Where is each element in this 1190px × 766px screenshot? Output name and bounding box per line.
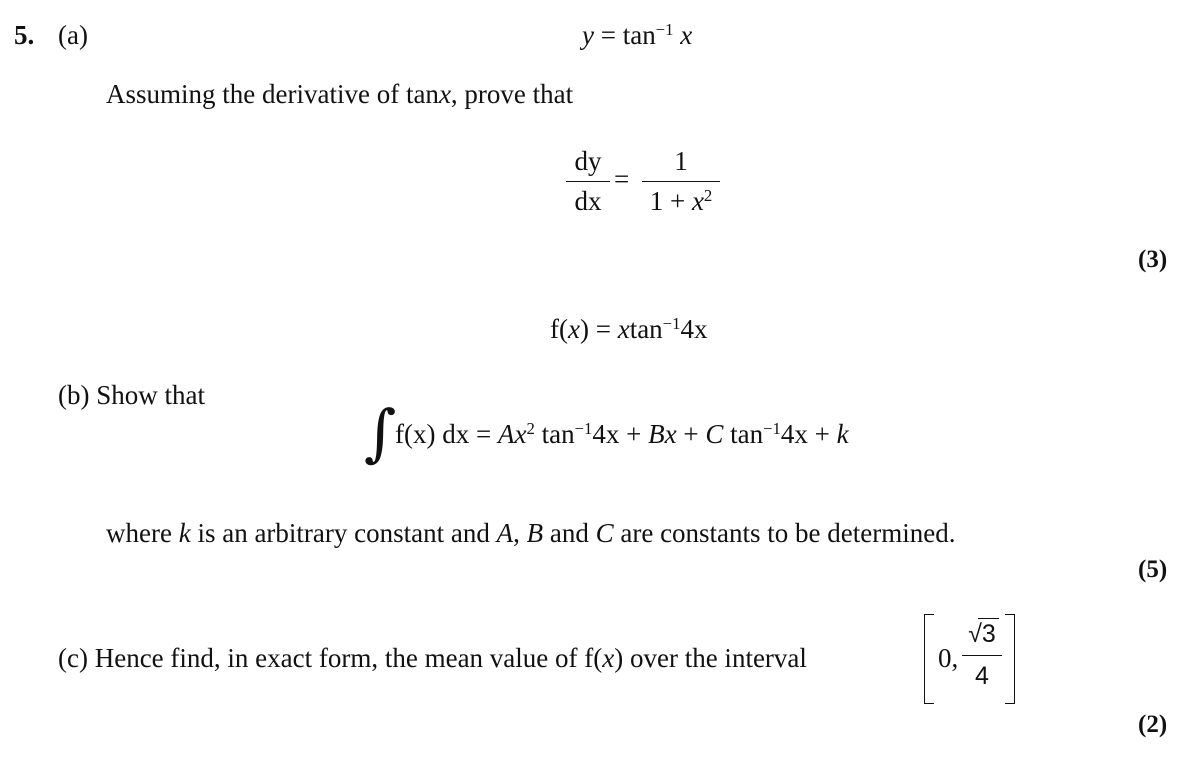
c-text-post: ) over the interval xyxy=(614,643,807,673)
integrand: f(x) xyxy=(395,419,436,449)
interval-num: √3 xyxy=(968,620,996,648)
rhs-fraction xyxy=(642,146,720,220)
part-c-marks: (2) xyxy=(1138,711,1168,738)
f-rhs-var: x xyxy=(617,314,630,344)
integral-eq: = xyxy=(475,419,492,449)
term2: Bx xyxy=(648,419,677,449)
rhs-num: 1 xyxy=(674,146,688,176)
f-eq: = xyxy=(595,314,611,344)
derivative-eq: = xyxy=(614,164,630,194)
integral-equation xyxy=(395,418,849,449)
given-equation xyxy=(582,19,693,50)
f-close: ) xyxy=(579,314,589,344)
where-p4: and xyxy=(543,518,596,548)
given-exp: −1 xyxy=(655,19,674,39)
f-name: f( xyxy=(550,314,568,344)
interval-low: 0, xyxy=(938,643,959,673)
plus-3: + xyxy=(814,419,830,449)
f-exp: −1 xyxy=(662,313,681,333)
term3-coef: C xyxy=(705,419,724,449)
term3-arg: 4x xyxy=(780,419,808,449)
term3-fexp: −1 xyxy=(763,418,781,438)
interval-left-bracket xyxy=(924,614,934,704)
interval-den: 4 xyxy=(975,662,989,690)
deriv-num: dy xyxy=(574,146,602,176)
part-b-marks: (5) xyxy=(1138,556,1168,583)
given-lhs: y xyxy=(582,20,594,50)
derivative-fraction xyxy=(566,146,610,220)
part-c-text xyxy=(58,645,807,672)
rhs-den-pre: 1 + xyxy=(649,186,692,216)
integral-d: dx xyxy=(442,419,470,449)
term3-func: tan xyxy=(730,419,764,449)
given-arg: x xyxy=(680,20,693,50)
where-p5: are constants to be determined. xyxy=(613,518,956,548)
interval-right-bracket xyxy=(1005,614,1015,704)
given-func: tan xyxy=(622,20,656,50)
interval-fraction xyxy=(962,614,1002,698)
where-B: B xyxy=(526,518,544,548)
where-p2: is an arbitrary constant and xyxy=(190,518,497,548)
part-b-where-line xyxy=(106,520,956,547)
part-b-label: (b) Show that xyxy=(58,380,205,410)
plus-2: + xyxy=(683,419,699,449)
deriv-den: dx xyxy=(574,186,602,216)
instruction-pre: Assuming the derivative of tan xyxy=(106,79,439,109)
rhs-den-var: x xyxy=(691,186,704,216)
where-p3: , xyxy=(513,518,527,548)
f-func: tan xyxy=(629,314,663,344)
where-C: C xyxy=(595,518,614,548)
part-a-label: (a) xyxy=(58,20,88,50)
c-text-pre: (c) Hence find, in exact form, the mean value of f( xyxy=(58,643,603,673)
integral-sign: ∫ xyxy=(364,396,397,469)
where-p1: where xyxy=(106,518,179,548)
where-k: k xyxy=(178,518,191,548)
instruction-var: x xyxy=(438,79,451,109)
term1-fexp: −1 xyxy=(574,418,593,438)
rhs-den-exp: 2 xyxy=(703,185,713,205)
term1-arg: 4x xyxy=(592,419,620,449)
f-var: x xyxy=(567,314,580,344)
term1-func: tan xyxy=(541,419,575,449)
term4: k xyxy=(836,419,849,449)
part-a-marks: (3) xyxy=(1138,246,1168,273)
f-arg: 4x xyxy=(680,314,708,344)
term1-coef: Ax xyxy=(497,419,527,449)
plus-1: + xyxy=(626,419,642,449)
question-number: 5. xyxy=(14,20,35,50)
where-A: A xyxy=(496,518,514,548)
function-definition xyxy=(550,313,708,344)
c-text-var: x xyxy=(602,643,615,673)
part-a-instruction xyxy=(106,81,573,108)
instruction-post: , prove that xyxy=(450,79,574,109)
term1-exp: 2 xyxy=(526,418,535,438)
given-eq: = xyxy=(600,20,616,50)
